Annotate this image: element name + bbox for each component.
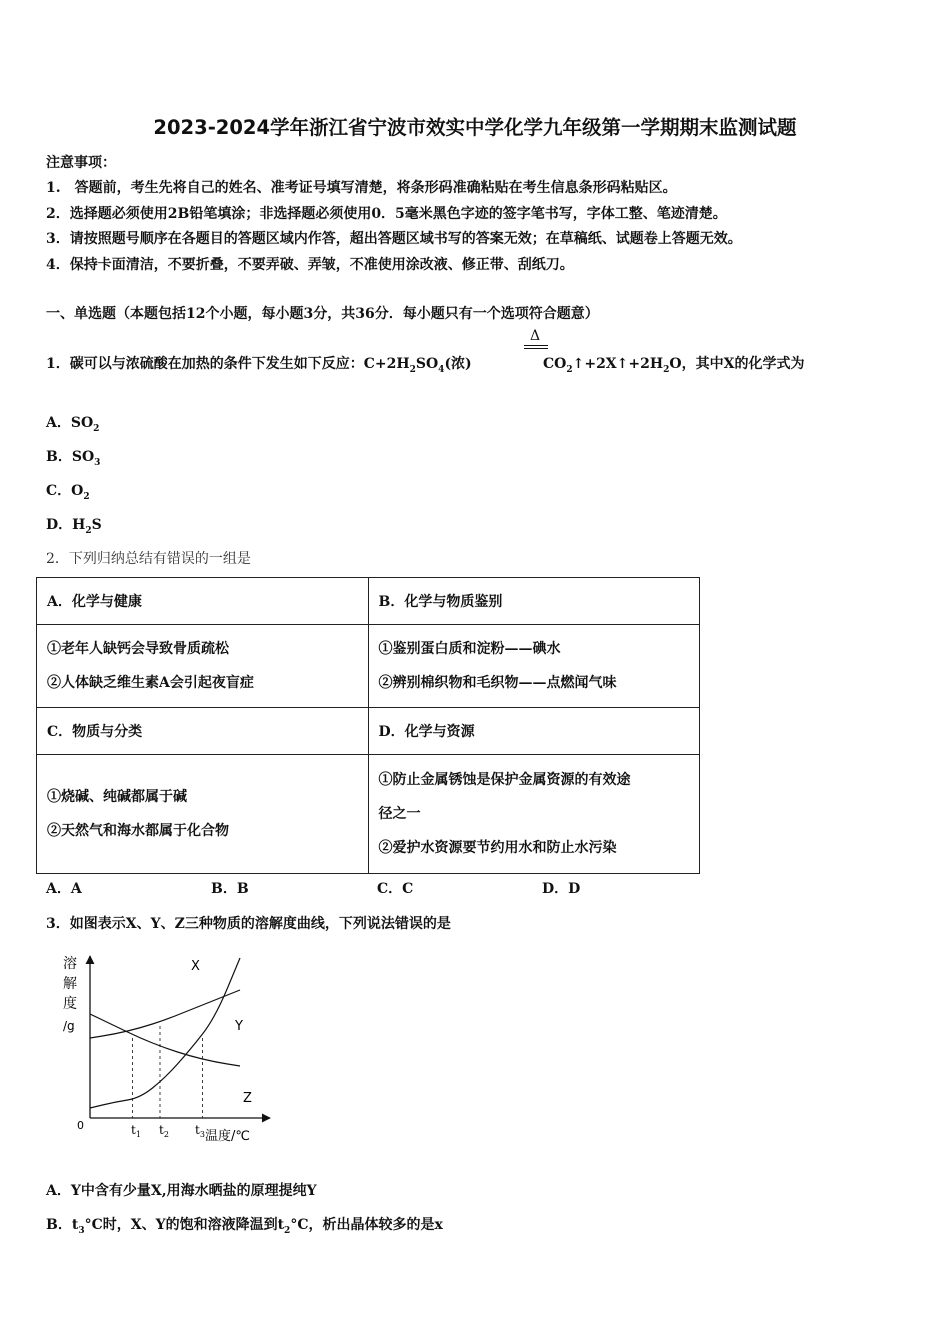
notice-item-4: 4．保持卡面清洁，不要折叠，不要弄破、弄皱，不准使用涂改液、修正带、刮纸刀。 <box>46 257 574 273</box>
notice-item-1: 1. 答题前，考生先将自己的姓名、准考证号填写清楚，将条形码准确粘贴在考生信息条形码粘贴区。 <box>46 180 677 196</box>
q2-option-a[interactable]: A．A <box>46 881 82 897</box>
cell-a-head: A．化学与健康 <box>37 578 369 625</box>
curve-z <box>90 1014 240 1066</box>
q3-option-b[interactable]: B．$t_3^\circ C$时，X、Y的饱和溶液降温到$t_2^\circ C$，析出晶体较多的是x <box>46 1217 443 1236</box>
question-2-stem: 2．下列归纳总结有错误的一组是 <box>46 551 251 567</box>
tick-t1: $t_1$ <box>131 1123 141 1139</box>
cell-b-body: ①鉴别蛋白质和淀粉——碘水 ②辨别棉织物和毛织物——点燃闻气味 <box>368 625 700 708</box>
cell-c-body: ①烧碱、纯碱都属于碱 ②天然气和海水都属于化合物 <box>37 755 369 874</box>
notice-item-3: 3．请按照题号顺序在各题目的答题区域内作答，超出答题区域书写的答案无效；在草稿纸、试题卷上答题无效。 <box>46 231 742 247</box>
equation-arrow-2 <box>524 348 548 349</box>
tick-t3: $t_3$ <box>195 1123 205 1139</box>
q1-option-a[interactable]: A．$SO_2$ <box>46 415 100 434</box>
label-y: Y <box>235 1019 243 1034</box>
tick-t2: $t_2$ <box>159 1123 169 1139</box>
section-heading: 一、单选题（本题包括12个小题，每小题3分，共36分．每小题只有一个选项符合题意） <box>46 306 599 322</box>
y-label-4: /g <box>63 1019 75 1033</box>
cell-c-head: C．物质与分类 <box>37 708 369 755</box>
curve-y <box>90 990 240 1038</box>
q1-option-b[interactable]: B．$SO_3$ <box>46 449 101 468</box>
y-label-2: 解 <box>63 976 77 992</box>
curve-x <box>90 958 240 1108</box>
q3-option-a[interactable]: A．Y中含有少量X,用海水晒盐的原理提纯Y <box>46 1183 317 1199</box>
solubility-chart <box>55 948 280 1148</box>
question-1-stem-products: $CO_2↑+2X↑+2H_2O$，其中X的化学式为 <box>543 356 805 375</box>
label-z: Z <box>243 1091 252 1106</box>
q1-option-c[interactable]: C．$O_2$ <box>46 483 90 502</box>
q2-option-c[interactable]: C．C <box>377 881 414 897</box>
cell-d-head: D．化学与资源 <box>368 708 700 755</box>
q2-option-b[interactable]: B．B <box>211 881 249 897</box>
cell-b-head: B．化学与物质鉴别 <box>368 578 700 625</box>
notice-heading: 注意事项： <box>46 155 116 171</box>
equation-arrow <box>524 345 548 346</box>
delta-sign: Δ <box>530 328 541 344</box>
cell-d-body: ①防止金属锈蚀是保护金属资源的有效途 径之一 ②爱护水资源要节约用水和防止水污染 <box>368 755 700 874</box>
x-axis-label: 温度/℃ <box>205 1129 250 1144</box>
y-label-3: 度 <box>63 996 77 1012</box>
origin-label: 0 <box>77 1119 84 1132</box>
question-3-stem: 3．如图表示X、Y、Z三种物质的溶解度曲线，下列说法错误的是 <box>46 916 451 932</box>
notice-item-2: 2．选择题必须使用2B铅笔填涂；非选择题必须使用0．5毫米黑色字迹的签字笔书写，字体工整、笔迹清楚。 <box>46 206 727 222</box>
y-label-1: 溶 <box>63 956 77 972</box>
question-1-stem: 1．碳可以与浓硫酸在加热的条件下发生如下反应：$C+2H_2SO_4$(浓) <box>46 356 472 375</box>
q2-option-d[interactable]: D．D <box>542 881 581 897</box>
cell-a-body: ①老年人缺钙会导致骨质疏松 ②人体缺乏维生素A会引起夜盲症 <box>37 625 369 708</box>
q1-option-d[interactable]: D．$H_2S$ <box>46 517 102 536</box>
label-x: X <box>191 959 200 974</box>
q2-table <box>36 577 700 874</box>
page-title: 2023-2024学年浙江省宁波市效实中学化学九年级第一学期期末监测试题 <box>153 116 797 139</box>
